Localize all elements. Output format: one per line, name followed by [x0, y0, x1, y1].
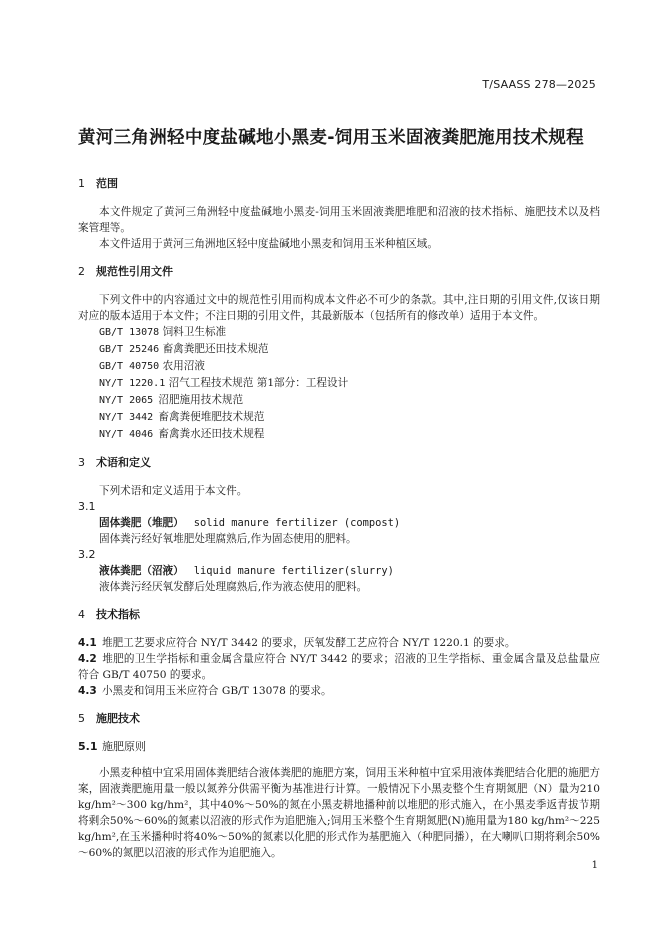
clause-text: 堆肥工艺要求应符合 NY/T 3442 的要求，厌氧发酵工艺应符合 NY/T 1220.1 的要求。: [102, 637, 516, 649]
term-name: [99, 563, 600, 579]
reference-code: GB/T 25246: [99, 344, 160, 355]
reference-item: [99, 409, 600, 426]
reference-item: [99, 392, 600, 409]
clause-number: 4.1: [78, 637, 97, 649]
clause-number: 4.2: [78, 653, 97, 665]
section-title: 施肥技术: [96, 712, 140, 725]
term-definition: 固体粪污经好氧堆肥处理腐熟后,作为固态使用的肥料。: [99, 533, 357, 545]
section-number: 1: [78, 177, 85, 190]
reference-code: GB/T 40750: [99, 361, 160, 372]
clause: [78, 683, 600, 699]
term-name: [99, 515, 600, 531]
reference-code: NY/T 3442: [99, 412, 154, 423]
clause: [78, 651, 600, 683]
section-number: 3: [78, 456, 85, 469]
reference-item: [99, 358, 600, 375]
paragraph: 下列术语和定义适用于本文件。: [99, 485, 248, 497]
reference-item: [99, 324, 600, 341]
section-4-heading: [78, 607, 600, 623]
reference-name: 沼气工程技术规范 第1部分：工程设计: [168, 377, 349, 389]
subsection-number: 5.1: [78, 740, 98, 753]
page-number: 1: [591, 860, 598, 871]
section-number: 2: [78, 265, 85, 278]
section-title: 技术指标: [96, 608, 140, 621]
section-number: 5: [78, 712, 85, 725]
clause-text: 堆肥的卫生学指标和重金属含量应符合 NY/T 3442 的要求；沼液的卫生学指标、重金属含量及总盐量应符合 GB/T 40750 的要求。: [78, 653, 600, 681]
term-number: 3.2: [78, 548, 96, 561]
section-5-heading: [78, 711, 600, 727]
reference-item: [99, 341, 600, 358]
reference-code: NY/T 4046: [99, 429, 154, 440]
reference-item: [99, 426, 600, 443]
term-name-zh: 液体粪肥（沼液）: [99, 565, 184, 577]
reference-name: 饲料卫生标准: [162, 326, 227, 338]
section-1-heading: [78, 176, 600, 192]
reference-name: 畜禽粪肥还田技术规范: [162, 343, 269, 355]
document-title: 黄河三角洲轻中度盐碱地小黑麦-饲用玉米固液粪肥施用技术规程: [78, 128, 584, 148]
section-title: 范围: [96, 177, 118, 190]
reference-name: 沼肥施用技术规范: [158, 394, 244, 406]
term-name-en: solid manure fertilizer (compost): [193, 517, 401, 529]
paragraph: 下列文件中的内容通过文中的规范性引用而构成本文件必不可少的条款。其中,注日期的引用文件,仅该日期对应的版本适用于本文件；不注日期的引用文件，其最新版本（包括所有的修改单）适用于本文件。: [78, 294, 600, 322]
term-definition: 液体粪污经厌氧发酵后处理腐熟后,作为液态使用的肥料。: [99, 581, 368, 593]
term-number: 3.1: [78, 500, 96, 513]
standard-code: T/SAASS 278—2025: [482, 78, 596, 91]
subsection-title: 施肥原则: [102, 740, 146, 753]
section-2-heading: [78, 264, 600, 280]
reference-code: NY/T 1220.1: [99, 378, 166, 389]
reference-code: NY/T 2065: [99, 395, 154, 406]
section-title: 规范性引用文件: [96, 265, 173, 278]
document-body: [78, 176, 600, 861]
reference-name: 畜禽粪水还田技术规程: [158, 428, 265, 440]
reference-name: 农用沼液: [162, 360, 205, 372]
reference-code: GB/T 13078: [99, 327, 160, 338]
term-name-en: liquid manure fertilizer(slurry): [193, 565, 394, 577]
paragraph: 小黑麦种植中宜采用固体粪肥结合液体粪肥的施肥方案，饲用玉米种植中宜采用液体粪肥结合化肥的施肥方案，固液粪肥施用量一般以氮养分供需平衡为基准进行计算。一般情况下小黑麦整个生育期氮肥（N）量为210 kg/hm²～300 kg/hm²，其中40%～50%的氮在小黑麦耕地播种前以堆肥的形式施入，在小黑麦季返青拔节期将剩余50%～60%的氮素以沼液的形式作为追肥施入;饲用玉米整个生育期氮肥(N)施用量为180 kg/hm²～225 kg/hm²,在玉米播种时将40%～50%的氮素以化肥的形式作为基肥施入（种肥同播），在大喇叭口期将剩余50%～60%的氮肥以沼液的形式作为追肥施入。: [78, 767, 600, 859]
section-number: 4: [78, 608, 85, 621]
subsection-heading: [78, 739, 600, 755]
reference-name: 畜禽粪便堆肥技术规范: [158, 411, 265, 423]
reference-item: [99, 375, 600, 392]
clause-number: 4.3: [78, 685, 97, 697]
clause-text: 小黑麦和饲用玉米应符合 GB/T 13078 的要求。: [102, 685, 332, 697]
paragraph: 本文件规定了黄河三角洲轻中度盐碱地小黑麦-饲用玉米固液粪肥堆肥和沼液的技术指标、施肥技术以及档案管理等。: [78, 206, 600, 234]
term-name-zh: 固体粪肥（堆肥）: [99, 517, 184, 529]
section-title: 术语和定义: [96, 456, 151, 469]
section-3-heading: [78, 455, 600, 471]
clause: [78, 635, 600, 651]
paragraph: 本文件适用于黄河三角洲地区轻中度盐碱地小黑麦和饲用玉米种植区域。: [99, 238, 438, 250]
